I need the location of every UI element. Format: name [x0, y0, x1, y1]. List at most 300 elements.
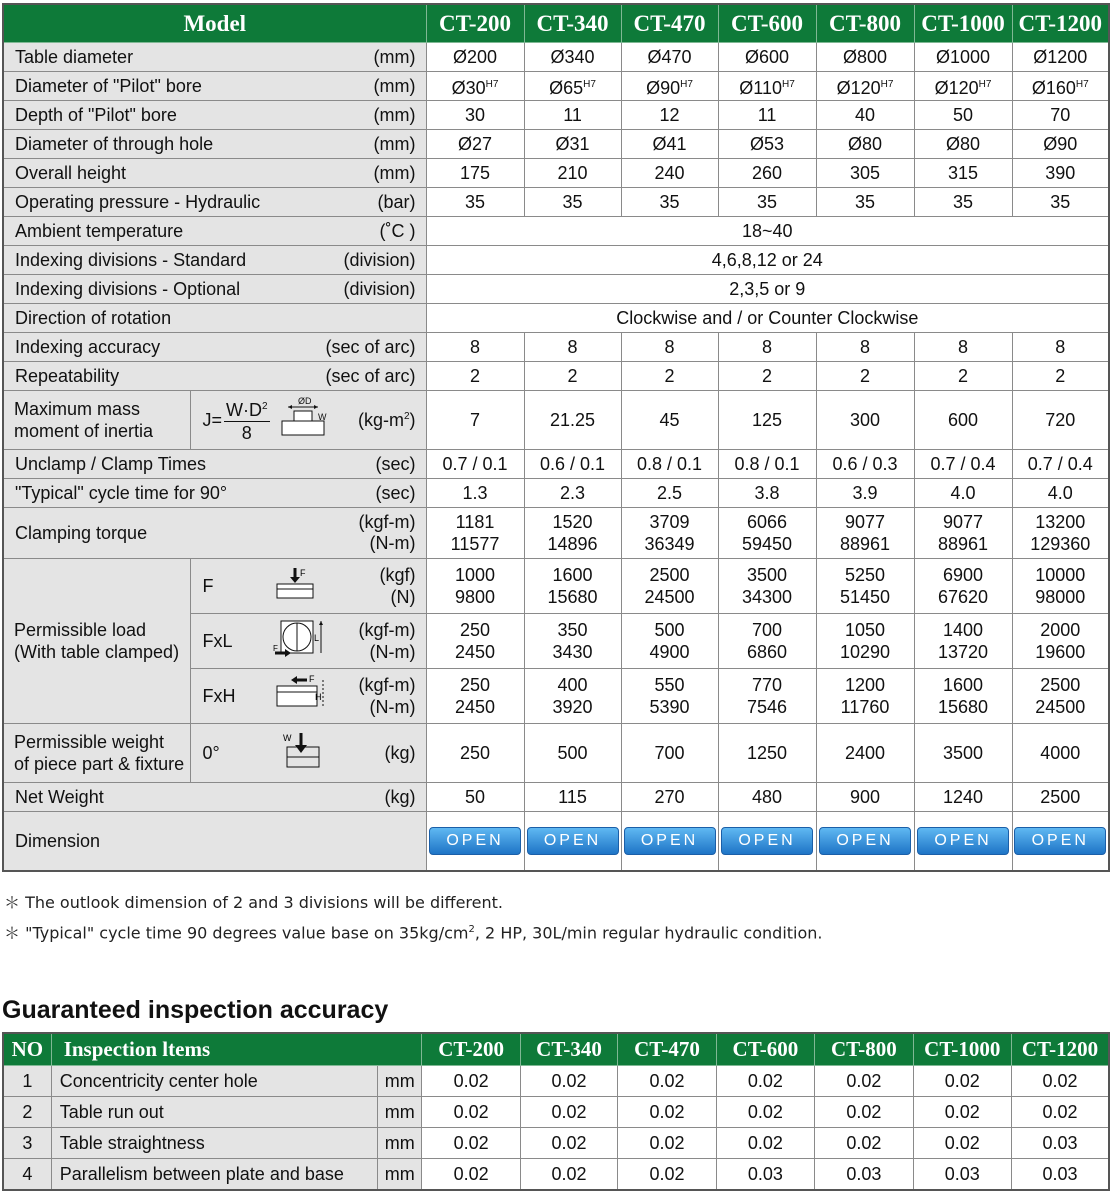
load-unit-1: (kgf-m) — [358, 675, 416, 695]
inertia-value — [718, 391, 816, 450]
clamp-times-label: Unclamp / Clamp Times — [15, 453, 207, 474]
indexing-accuracy-label: Indexing accuracy — [15, 336, 161, 357]
insp-header-ct-470: CT-470 — [618, 1033, 716, 1066]
inspection-no: 4 — [3, 1159, 51, 1191]
indexing-divisions-standard-label-wrap — [4, 250, 426, 271]
through-hole-diameter-value-text: Ø27 — [458, 134, 493, 154]
pilot-bore-depth-value-text: 11 — [757, 105, 777, 125]
inertia-label-line2: moment of inertia — [14, 421, 154, 441]
permissible-weight-value-text: 4000 — [1040, 743, 1081, 763]
indexing-accuracy-value-text: 8 — [1055, 337, 1066, 357]
insp-header-ct-1000: CT-1000 — [913, 1033, 1011, 1066]
spec-table — [2, 3, 1110, 872]
inertia-value — [524, 391, 621, 450]
inspection-row — [3, 1128, 1109, 1159]
table-diameter-unit: (mm) — [373, 46, 416, 67]
table-diameter-label-wrap — [4, 47, 426, 68]
pilot-bore-diameter-value — [621, 72, 718, 101]
dimension-cell — [914, 812, 1012, 872]
load-value-2: 4900 — [649, 642, 690, 662]
load-type-wrap — [191, 614, 426, 668]
operating-pressure-value-text: 35 — [659, 192, 680, 212]
permissible-weight-value-text: 250 — [460, 743, 491, 763]
load-unit-2: (N) — [390, 587, 416, 607]
pilot-bore-depth-value — [1012, 101, 1109, 130]
load-value-1: 500 — [654, 620, 685, 640]
load-value-1: 1200 — [845, 675, 886, 695]
inertia-unit — [358, 410, 426, 431]
inspection-value: 0.02 — [913, 1097, 1011, 1128]
inspection-value: 0.02 — [815, 1097, 913, 1128]
load-value-2: 3920 — [552, 697, 593, 717]
net-weight-label-cell — [3, 783, 426, 812]
inspection-no: 1 — [3, 1066, 51, 1097]
pilot-bore-depth-value — [621, 101, 718, 130]
repeatability-value — [1012, 362, 1109, 391]
table-diameter-value-text: Ø340 — [550, 47, 595, 67]
clamp-times-value — [426, 450, 524, 479]
pilot-bore-depth-value — [718, 101, 816, 130]
through-hole-diameter-label-wrap — [4, 134, 426, 155]
net-weight-value-text: 480 — [752, 787, 783, 807]
through-hole-diameter-value-text: Ø31 — [555, 134, 590, 154]
permissible-load-label-2: (With table clamped) — [14, 642, 180, 662]
open-dimension-button[interactable]: OPEN — [917, 827, 1009, 855]
inertia-value — [621, 391, 718, 450]
pilot-bore-diameter-value — [1012, 72, 1109, 101]
pilot-bore-diameter-tolerance: H7 — [781, 78, 795, 90]
clamp-times-value-text: 0.7 / 0.1 — [442, 454, 508, 474]
overall-height-label: Overall height — [15, 162, 127, 183]
pilot-bore-depth-value — [914, 101, 1012, 130]
permissible-weight-label-1: Permissible weight — [14, 732, 165, 752]
open-dimension-button[interactable]: OPEN — [819, 827, 911, 855]
load-value-1: 2000 — [1040, 620, 1081, 640]
table-diameter-value — [816, 43, 914, 72]
pilot-bore-depth-value — [816, 101, 914, 130]
header-ct-1000: CT-1000 — [914, 4, 1012, 43]
ambient-temperature-label: Ambient temperature — [15, 220, 184, 241]
insp-header-ct-200: CT-200 — [422, 1033, 520, 1066]
permissible-weight-label — [4, 731, 190, 775]
load-value — [718, 614, 816, 669]
dimension-cell — [718, 812, 816, 872]
load-value — [621, 559, 718, 614]
operating-pressure-label-cell — [3, 188, 426, 217]
indexing-divisions-standard-value: 4,6,8,12 or 24 — [426, 246, 1109, 275]
load-value-2: 5390 — [649, 697, 690, 717]
dimension-label-cell — [3, 812, 426, 872]
inspection-value: 0.02 — [520, 1097, 617, 1128]
pilot-bore-depth-label-wrap — [4, 105, 426, 126]
open-dimension-button[interactable]: OPEN — [624, 827, 716, 855]
load-l-icon — [273, 617, 333, 666]
weight-angle: 0° — [202, 742, 220, 763]
repeatability-value-text: 2 — [567, 366, 578, 386]
through-hole-diameter-label: Diameter of through hole — [15, 133, 214, 154]
repeatability-value-text: 2 — [762, 366, 773, 386]
load-value-2: 10290 — [840, 642, 891, 662]
clamping-torque-row — [3, 508, 1109, 559]
load-value-2: 34300 — [742, 587, 793, 607]
inertia-row — [3, 391, 1109, 450]
net-weight-row — [3, 783, 1109, 812]
operating-pressure-value-text: 35 — [562, 192, 583, 212]
inertia-value-text: 125 — [752, 410, 783, 430]
svg-text:W: W — [317, 411, 327, 422]
operating-pressure-value — [1012, 188, 1109, 217]
net-weight-value — [816, 783, 914, 812]
clamping-torque-label-cell — [3, 508, 426, 559]
ambient-temperature-unit: (˚C ) — [379, 220, 416, 241]
overall-height-value — [816, 159, 914, 188]
pilot-bore-depth-value-text: 40 — [855, 105, 876, 125]
inertia-value-text: 600 — [948, 410, 979, 430]
repeatability-value — [524, 362, 621, 391]
load-value — [426, 559, 524, 614]
clamping-torque-nm: 129360 — [1030, 534, 1091, 554]
clamping-torque-nm: 36349 — [644, 534, 695, 554]
insp-header-ct-800: CT-800 — [815, 1033, 913, 1066]
inspection-value: 0.02 — [913, 1066, 1011, 1097]
pilot-bore-depth-value-text: 70 — [1050, 105, 1071, 125]
load-value — [426, 669, 524, 724]
indexing-accuracy-value — [621, 333, 718, 362]
clamping-torque-nm: 11577 — [450, 534, 500, 554]
indexing-accuracy-value-text: 8 — [567, 337, 578, 357]
permissible-weight-value-text: 2400 — [845, 743, 886, 763]
inspection-item: Table straightness — [51, 1128, 377, 1159]
cycle-time-unit: (sec) — [375, 482, 416, 503]
load-value-1: 5250 — [845, 565, 886, 585]
header-ct-340: CT-340 — [524, 4, 621, 43]
repeatability-value — [914, 362, 1012, 391]
clamp-times-value-text: 0.6 / 0.3 — [832, 454, 898, 474]
pilot-bore-depth-label: Depth of "Pilot" bore — [15, 104, 177, 125]
rotation-direction-label-wrap — [4, 308, 426, 329]
indexing-accuracy-value — [1012, 333, 1109, 362]
notes — [4, 889, 823, 946]
pilot-bore-diameter-value — [718, 72, 816, 101]
clamping-torque-label: Clamping torque — [15, 522, 148, 543]
overall-height-value — [718, 159, 816, 188]
table-diameter-value-text: Ø1200 — [1033, 47, 1088, 67]
ambient-temperature-value: 18~40 — [426, 217, 1109, 246]
indexing-accuracy-value-text: 8 — [470, 337, 481, 357]
inspection-row — [3, 1159, 1109, 1191]
pilot-bore-depth-value-text: 30 — [465, 105, 486, 125]
inspection-no: 2 — [3, 1097, 51, 1128]
header-ct-800: CT-800 — [816, 4, 914, 43]
inspection-value: 0.02 — [422, 1066, 520, 1097]
load-f-icon — [273, 567, 317, 606]
clamping-torque-value — [621, 508, 718, 559]
clamping-torque-nm: 59450 — [742, 534, 793, 554]
svg-text:H: H — [314, 691, 321, 702]
cycle-time-value-text: 1.3 — [462, 483, 488, 503]
clamping-torque-unit-1: (kgf-m) — [358, 512, 416, 532]
net-weight-value — [524, 783, 621, 812]
load-unit-2: (N-m) — [369, 642, 416, 662]
inspection-value: 0.02 — [716, 1066, 814, 1097]
dimension-label: Dimension — [15, 830, 101, 851]
indexing-accuracy-value — [718, 333, 816, 362]
open-dimension-button[interactable]: OPEN — [1014, 827, 1106, 855]
open-dimension-button[interactable]: OPEN — [429, 827, 521, 855]
clamp-times-value-text: 0.6 / 0.1 — [540, 454, 606, 474]
clamp-times-unit: (sec) — [375, 453, 416, 474]
overall-height-value-text: 240 — [654, 163, 685, 183]
pilot-bore-diameter-value — [524, 72, 621, 101]
operating-pressure-label-wrap — [4, 192, 426, 213]
operating-pressure-unit: (bar) — [377, 191, 416, 212]
inspection-value: 0.02 — [913, 1128, 1011, 1159]
through-hole-diameter-value — [914, 130, 1012, 159]
table-diameter-value — [621, 43, 718, 72]
repeatability-value-text: 2 — [664, 366, 675, 386]
indexing-accuracy-value — [524, 333, 621, 362]
indexing-divisions-optional-label: Indexing divisions - Optional — [15, 278, 241, 299]
overall-height-value — [621, 159, 718, 188]
repeatability-label-cell — [3, 362, 426, 391]
load-value-1: 1600 — [552, 565, 593, 585]
repeatability-unit: (sec of arc) — [325, 365, 416, 386]
load-value — [621, 669, 718, 724]
permissible-weight-value-text: 500 — [557, 743, 588, 763]
formula-exponent: 2 — [262, 401, 268, 412]
inertia-value — [1012, 391, 1109, 450]
load-value-2: 11760 — [840, 697, 890, 717]
rotation-direction-label: Direction of rotation — [15, 307, 172, 328]
cycle-time-label-cell — [3, 479, 426, 508]
permissible-weight-value — [914, 724, 1012, 783]
pilot-bore-diameter-value-text: Ø160 — [1031, 77, 1076, 98]
cycle-time-value-text: 4.0 — [950, 483, 976, 503]
permissible-weight-spec-cell — [190, 724, 426, 783]
net-weight-value-text: 900 — [850, 787, 881, 807]
table-inertia-icon — [278, 395, 334, 446]
clamp-times-value — [524, 450, 621, 479]
cycle-time-value — [426, 479, 524, 508]
inertia-value-text: 7 — [470, 410, 481, 430]
indexing-accuracy-value-text: 8 — [664, 337, 675, 357]
permissible-load-row — [3, 559, 1109, 614]
header-ct-200: CT-200 — [426, 4, 524, 43]
inspection-value: 0.02 — [520, 1128, 617, 1159]
permissible-weight-value — [718, 724, 816, 783]
table-diameter-label-cell — [3, 43, 426, 72]
inspection-value: 0.02 — [422, 1159, 520, 1191]
insp-header-items: Inspection ltems — [51, 1033, 422, 1066]
clamp-times-label-cell — [3, 450, 426, 479]
through-hole-diameter-label-cell — [3, 130, 426, 159]
net-weight-value-text: 1240 — [943, 787, 984, 807]
pilot-bore-diameter-tolerance: H7 — [978, 78, 992, 90]
inertia-unit-close: ) — [409, 409, 416, 430]
insp-header-no: NO — [3, 1033, 51, 1066]
indexing-divisions-optional-label-wrap — [4, 279, 426, 300]
indexing-divisions-optional-unit: (division) — [343, 278, 416, 299]
net-weight-value — [1012, 783, 1109, 812]
load-value-2: 15680 — [938, 697, 989, 717]
table-diameter-row — [3, 43, 1109, 72]
repeatability-label: Repeatability — [15, 365, 120, 386]
indexing-divisions-standard-unit: (division) — [343, 249, 416, 270]
inspection-value: 0.02 — [422, 1097, 520, 1128]
inspection-unit: mm — [378, 1128, 422, 1159]
weight-w-icon — [283, 731, 323, 776]
load-value-2: 19600 — [1035, 642, 1086, 662]
cycle-time-value — [914, 479, 1012, 508]
load-value-1: 10000 — [1035, 565, 1086, 585]
cycle-time-value — [718, 479, 816, 508]
net-weight-value — [621, 783, 718, 812]
repeatability-value-text: 2 — [860, 366, 871, 386]
clamping-torque-value — [1012, 508, 1109, 559]
clamping-torque-value — [426, 508, 524, 559]
ambient-temperature-row — [3, 217, 1109, 246]
pilot-bore-diameter-label-wrap — [4, 76, 426, 97]
inspection-unit: mm — [378, 1097, 422, 1128]
through-hole-diameter-value — [621, 130, 718, 159]
overall-height-value-text: 260 — [752, 163, 783, 183]
table-diameter-value-text: Ø470 — [647, 47, 692, 67]
net-weight-value-text: 2500 — [1040, 787, 1081, 807]
indexing-divisions-optional-value: 2,3,5 or 9 — [426, 275, 1109, 304]
load-value — [1012, 669, 1109, 724]
inspection-table — [2, 1032, 1110, 1191]
diameter-label: ØD — [297, 395, 312, 406]
load-value-1: 550 — [654, 675, 685, 695]
permissible-weight-value — [426, 724, 524, 783]
clamping-torque-kgf: 1181 — [455, 512, 495, 532]
table-diameter-label: Table diameter — [15, 46, 134, 67]
load-units — [359, 619, 426, 663]
inertia-value — [816, 391, 914, 450]
formula-numerator-text: W·D — [226, 400, 262, 420]
indexing-accuracy-value-text: 8 — [860, 337, 871, 357]
inspection-value: 0.03 — [716, 1159, 814, 1191]
pilot-bore-depth-value — [426, 101, 524, 130]
load-value — [524, 614, 621, 669]
load-value — [914, 614, 1012, 669]
permissible-load-label-1: Permissible load — [14, 620, 147, 640]
load-value-2: 9800 — [455, 587, 496, 607]
spec-header-row — [3, 4, 1109, 43]
load-type-wrap — [191, 669, 426, 723]
svg-text:F: F — [308, 673, 314, 684]
inspection-value: 0.02 — [716, 1128, 814, 1159]
load-value-1: 1400 — [943, 620, 984, 640]
insp-header-ct-340: CT-340 — [520, 1033, 617, 1066]
load-units — [359, 674, 426, 718]
open-dimension-button[interactable]: OPEN — [527, 827, 619, 855]
inspection-unit: mm — [378, 1159, 422, 1191]
pilot-bore-diameter-tolerance: H7 — [1075, 78, 1089, 90]
load-value — [524, 559, 621, 614]
inertia-unit-exp: 2 — [403, 410, 410, 422]
pilot-bore-diameter-tolerance: H7 — [880, 78, 894, 90]
clamp-times-value-text: 0.7 / 0.4 — [1027, 454, 1093, 474]
permissible-weight-spec — [191, 724, 426, 782]
table-diameter-value-text: Ø200 — [453, 47, 498, 67]
inertia-label — [4, 398, 190, 442]
note-2: ＊ "Typical" cycle time 90 degrees value base on $35kg/cm^2$, 2 HP, 30L/min regular hydraulic condition. — [4, 923, 823, 943]
clamp-times-value-text: 0.8 / 0.1 — [734, 454, 800, 474]
indexing-accuracy-value-text: 8 — [958, 337, 969, 357]
load-unit-1: (kgf) — [379, 565, 416, 585]
through-hole-diameter-unit: (mm) — [373, 133, 416, 154]
clamping-torque-kgf: 6066 — [747, 512, 788, 532]
inspection-header-row — [3, 1033, 1109, 1066]
dimension-cell — [426, 812, 524, 872]
cycle-time-value-text: 4.0 — [1047, 483, 1073, 503]
pilot-bore-diameter-tolerance: H7 — [485, 78, 499, 90]
load-value — [718, 669, 816, 724]
net-weight-label-wrap — [4, 787, 426, 808]
ambient-temperature-label-wrap — [4, 221, 426, 242]
operating-pressure-value-text: 35 — [465, 192, 486, 212]
svg-text:F: F — [272, 643, 278, 653]
open-dimension-button[interactable]: OPEN — [721, 827, 813, 855]
inspection-value: 0.03 — [1012, 1128, 1110, 1159]
permissible-weight-value-text: 1250 — [747, 743, 788, 763]
through-hole-diameter-value — [1012, 130, 1109, 159]
inspection-value: 0.02 — [618, 1097, 716, 1128]
permissible-load-label — [4, 619, 190, 663]
inertia-value-text: 300 — [850, 410, 881, 430]
through-hole-diameter-value-text: Ø80 — [946, 134, 981, 154]
indexing-accuracy-value — [816, 333, 914, 362]
inertia-value-text: 720 — [1045, 410, 1076, 430]
overall-height-label-cell — [3, 159, 426, 188]
weight-unit: (kg) — [384, 742, 416, 763]
operating-pressure-value-text: 35 — [953, 192, 974, 212]
pilot-bore-depth-row — [3, 101, 1109, 130]
load-value-2: 51450 — [840, 587, 891, 607]
load-value-2: 98000 — [1035, 587, 1086, 607]
dimension-cell — [621, 812, 718, 872]
clamping-torque-kgf: 3709 — [649, 512, 690, 532]
inspection-unit: mm — [378, 1066, 422, 1097]
header-model: Model — [3, 4, 426, 43]
table-diameter-value — [1012, 43, 1109, 72]
overall-height-value-text: 210 — [557, 163, 588, 183]
load-type-cell — [190, 669, 426, 724]
pilot-bore-diameter-unit: (mm) — [373, 75, 416, 96]
clamping-torque-units — [359, 512, 416, 554]
pilot-bore-diameter-value-text: Ø30 — [451, 77, 486, 98]
load-value-2: 13720 — [938, 642, 989, 662]
net-weight-value — [718, 783, 816, 812]
net-weight-value-text: 115 — [558, 787, 587, 807]
indexing-accuracy-label-wrap — [4, 337, 426, 358]
operating-pressure-value-text: 35 — [757, 192, 778, 212]
pilot-bore-depth-value-text: 12 — [659, 105, 680, 125]
load-value-1: 6900 — [943, 565, 984, 585]
through-hole-diameter-value — [718, 130, 816, 159]
clamp-times-value-text: 0.8 / 0.1 — [637, 454, 703, 474]
load-value-1: 2500 — [649, 565, 690, 585]
cycle-time-value — [816, 479, 914, 508]
overall-height-value — [914, 159, 1012, 188]
inspection-value: 0.02 — [422, 1128, 520, 1159]
pilot-bore-diameter-value — [816, 72, 914, 101]
load-h-icon — [273, 674, 333, 719]
cycle-time-value-text: 3.8 — [754, 483, 780, 503]
inertia-formula — [191, 391, 426, 449]
load-value-1: 250 — [460, 675, 491, 695]
